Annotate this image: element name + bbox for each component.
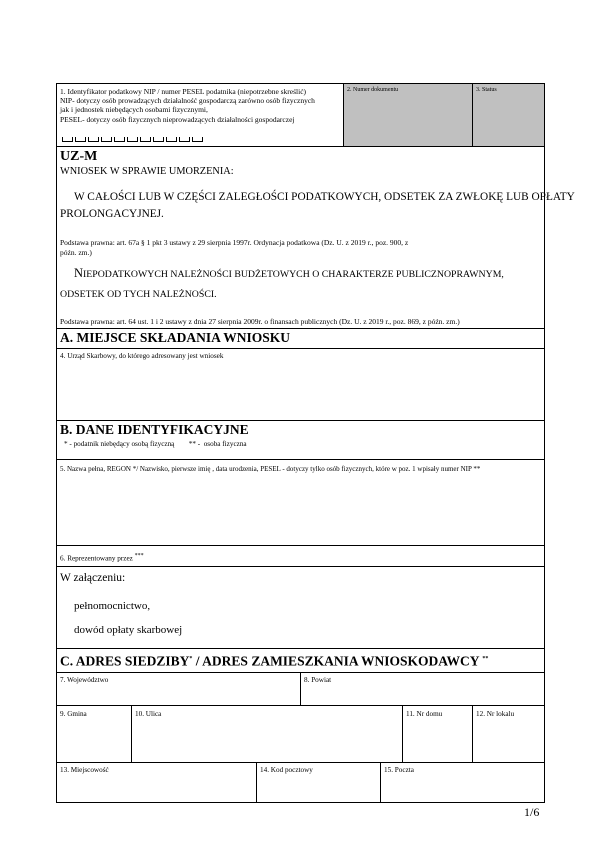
digit-box [114, 137, 125, 142]
document-number-label: 2. Numer dokumentu [347, 87, 399, 93]
section-c-title-part1: C. ADRES SIEDZIBY [60, 653, 190, 669]
name-regon-field[interactable] [57, 476, 544, 544]
section-b-title: B. DANE IDENTYFIKACYJNE [60, 422, 249, 437]
option-tax-arrears-line1: W CAŁOŚCI LUB W CZĘŚCI ZALEGŁOŚCI PODATKOWYCH, ODSETEK ZA ZWŁOKĘ LUB OPŁATY [74, 191, 575, 203]
digit-box [62, 137, 73, 142]
option-non-tax-line1 [74, 266, 504, 281]
voivodeship-label: 7. Województwo [60, 676, 109, 684]
legal-basis-2: Podstawa prawna: art. 64 ust. 1 i 2 ustawy z dnia 27 sierpnia 2009r. o finansach publicznych (Dz. U. z 2019 r., poz. 869, z późn. zm.) [60, 317, 460, 326]
option-non-tax-initial: N [74, 266, 84, 280]
digit-box [88, 137, 99, 142]
post-office-label: 15. Poczta [384, 766, 414, 774]
digit-box [192, 137, 203, 142]
status-label: 3. Status [476, 87, 497, 93]
attachment-item: dowód opłaty skarbowej [74, 624, 183, 636]
taxpayer-id-line: PESEL- dotyczy osób fizycznych nieprowadzących działalności gospodarczej [60, 114, 295, 124]
digit-box [127, 137, 138, 142]
form-code: UZ-M [60, 149, 98, 164]
attachments-heading: W załączeniu: [60, 572, 126, 584]
street-label: 10. Ulica [135, 710, 162, 718]
digit-box [101, 137, 112, 142]
taxpayer-id-line: jak i jednostek niebędących osobami fizycznymi, [60, 105, 208, 115]
digit-box [75, 137, 86, 142]
taxpayer-id-line: NIP- dotyczy osób prowadzących działalność gospodarczą zarówno osób fizycznych [60, 96, 315, 106]
postal-code-label: 14. Kod pocztowy [260, 766, 313, 774]
section-c-sup2: ** [482, 656, 489, 662]
option-non-tax-rest: IEPODATKOWYCH NALEŻNOŚCI BUDŻETOWYCH O CHARAKTERZE PUBLICZNOPRAWNYM, [83, 269, 504, 280]
apartment-number-label: 12. Nr lokalu [476, 710, 515, 718]
taxpayer-id-boxes[interactable] [62, 137, 203, 142]
name-regon-label: 5. Nazwa pełna, REGON */ Nazwisko, pierwsze imię , data urodzenia, PESEL - dotyczy tylko osób fizycznych, które w poz. 1 wpisały numer NIP ** [60, 465, 481, 473]
section-b-legend: * - podatnik niebędący osobą fizyczną ** - osoba fizyczna [64, 440, 247, 448]
section-c-title [60, 651, 488, 670]
city-label: 13. Miejscowość [60, 766, 109, 774]
section-c-title-part2: / ADRES ZAMIESZKANIA WNIOSKODAWCY [192, 653, 479, 669]
represented-by-label [60, 552, 144, 563]
tax-office-field[interactable] [57, 362, 544, 419]
legal-basis-1-line1: Podstawa prawna: art. 67a § 1 pkt 3 ustawy z 29 sierpnia 1997r. Ordynacja podatkowa (Dz. U. z 2019 r., poz. 900, z [60, 238, 409, 247]
digit-box [166, 137, 177, 142]
digit-box [153, 137, 164, 142]
commune-label: 9. Gmina [60, 710, 87, 718]
option-tax-arrears-line2: PROLONGACYJNEJ. [60, 208, 164, 220]
tax-office-label: 4. Urząd Skarbowy, do którego adresowany jest wniosek [60, 352, 224, 360]
legal-basis-1-line2: późn. zm.) [60, 248, 92, 257]
taxpayer-id-line: 1. Identyfikator podatkowy NIP / numer PESEL podatnika (niepotrzebne skreślić) [60, 87, 307, 96]
taxpayer-id-label [60, 87, 342, 124]
digit-box [179, 137, 190, 142]
attachment-item: pełnomocnictwo, [74, 600, 151, 612]
section-a-title: A. MIEJSCE SKŁADANIA WNIOSKU [60, 330, 291, 345]
represented-by-sup: *** [134, 553, 144, 559]
option-non-tax-line2: ODSETEK OD TYCH NALEŻNOŚCI. [60, 289, 217, 300]
county-label: 8. Powiat [304, 676, 332, 684]
page-number: 1/6 [524, 805, 540, 819]
house-number-label: 11. Nr domu [406, 710, 443, 718]
represented-by-text: 6. Reprezentowany przez [60, 554, 133, 563]
section-c-sup1: * [189, 656, 193, 662]
digit-box [140, 137, 151, 142]
form-subtitle: WNIOSEK W SPRAWIE UMORZENIA: [60, 166, 234, 177]
